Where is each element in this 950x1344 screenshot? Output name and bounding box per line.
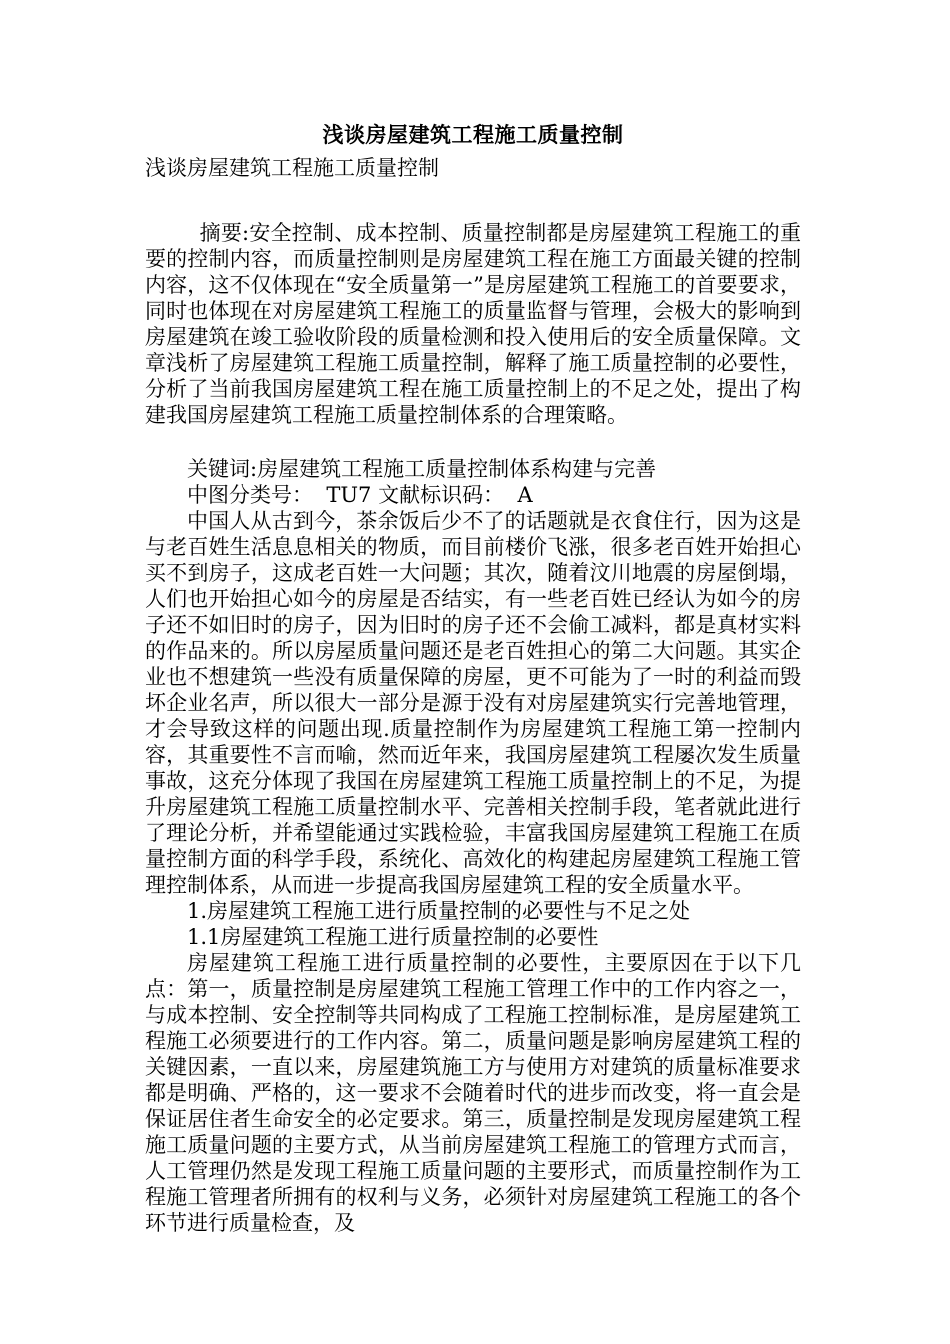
document-page xyxy=(145,118,801,1236)
section-1-1-body: 房屋建筑工程施工进行质量控制的必要性，主要原因在于以下几点：第一，质量控制是房屋建筑工程施工管理工作中的工作内容之一，与成本控制、安全控制等共同构成了工程施工控制标准，是房屋建筑工程施工必须要进行的工作内容。第二，质量问题是影响房屋建筑工程的关键因素，一直以来，房屋建筑施工方与使用方对建筑的质量标准要求都是明确、严格的，这一要求不会随着时代的进步而改变，将一直会是保证居住者生命安全的必定要求。第三，质量控制是发现房屋建筑工程施工质量问题的主要方式，从当前房屋建筑工程施工的管理方式而言，人工管理仍然是发现工程施工质量问题的主要形式，而质量控制作为工程施工管理者所拥有的权利与义务，必须针对房屋建筑工程施工的各个环节进行质量检查，及 xyxy=(145,951,801,1235)
keywords-line: 关键词:房屋建筑工程施工质量控制体系构建与完善 xyxy=(187,457,657,481)
section-heading-1-1: 1.1房屋建筑工程施工进行质量控制的必要性 xyxy=(187,925,599,949)
document-title: 浅谈房屋建筑工程施工质量控制 xyxy=(322,123,624,147)
intro-paragraph: 中国人从古到今，茶余饭后少不了的话题就是衣食住行，因为这是与老百姓生活息息相关的物质，而目前楼价飞涨，很多老百姓开始担心买不到房子，这成老百姓一大问题；其次，随着汶川地震的房屋倒塌，人们也开始担心如今的房屋是否结实，有一些老百姓已经认为如今的房子还不如旧时的房子，因为旧时的房子还不会偷工减料，都是真材实料的作品来的。所以房屋质量问题还是老百姓担心的第二大问题。其实企业也不想建筑一些没有质量保障的房屋，更不可能为了一时的利益而毁坏企业名声，所以很大一部分是源于没有对房屋建筑实行完善地管理，才会导致这样的问题出现.质量控制作为房屋建筑工程施工第一控制内容，其重要性不言而喻，然而近年来，我国房屋建筑工程屡次发生质量事故，这充分体现了我国在房屋建筑工程施工质量控制上的不足，为提升房屋建筑工程施工质量控制水平、完善相关控制手段，笔者就此进行了理论分析，并希望能通过实践检验，丰富我国房屋建筑工程施工在质量控制方面的科学手段，系统化、高效化的构建起房屋建筑工程施工管理控制体系，从而进一步提高我国房屋建筑工程的安全质量水平。 xyxy=(145,509,801,897)
document-subtitle: 浅谈房屋建筑工程施工质量控制 xyxy=(145,156,439,180)
section-heading-1: 1.房屋建筑工程施工进行质量控制的必要性与不足之处 xyxy=(187,899,691,923)
classification-line: 中图分类号： TU7 文献标识码： A xyxy=(187,483,533,507)
abstract-paragraph: 摘要:安全控制、成本控制、质量控制都是房屋建筑工程施工的重要的控制内容，而质量控制则是房屋建筑工程在施工方面最关键的控制内容，这不仅体现在“安全质量第一”是房屋建筑工程施工的首要要求，同时也体现在对房屋建筑工程施工的质量监督与管理，会极大的影响到房屋建筑在竣工验收阶段的质量检测和投入使用后的安全质量保障。文章浅析了房屋建筑工程施工质量控制，解释了施工质量控制的必要性，分析了当前我国房屋建筑工程在施工质量控制上的不足之处，提出了构建我国房屋建筑工程施工质量控制体系的合理策略。 xyxy=(145,221,801,427)
